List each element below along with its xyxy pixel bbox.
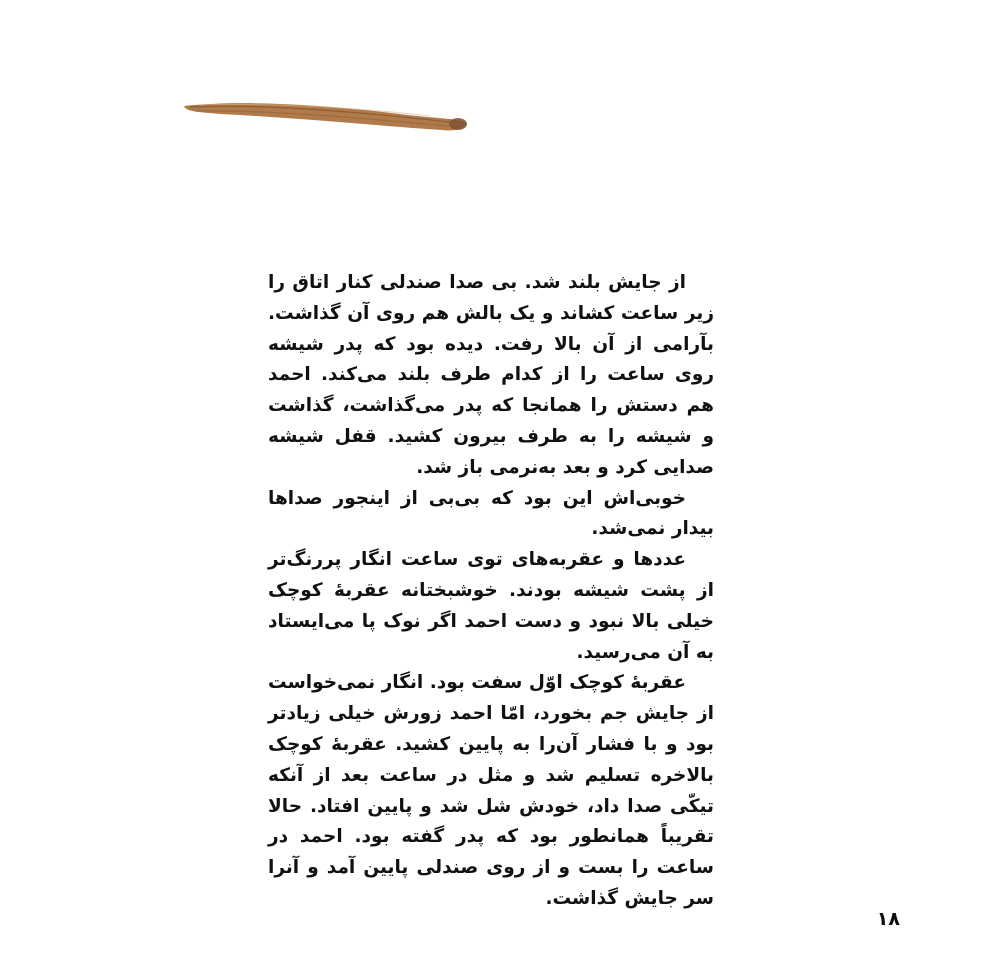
- paragraph-3: عددها و عقربه‌های توی ساعت انگار پررنگ‌تر از پشت شیشه بودند. خوشبختانه عقربهٔ کوچک خیلی بالا نبود و دست احمد اگر نوک پا می‌ایستاد به آن می‌رسید.: [268, 549, 714, 663]
- story-text: [268, 268, 714, 915]
- brush-stroke-decoration: [180, 92, 470, 134]
- paragraph-1: از جایش بلند شد. بی صدا صندلی کنار اتاق را زیر ساعت کشاند و یک بالش هم روی آن گذاشت. بآرامی از آن بالا رفت. دیده بود که پدر شیشه روی ساعت را از کدام طرف بلند می‌کند. احمد هم دستش را همانجا که پدر می‌گذاشت، گذاشت و شیشه را به طرف بیرون کشید. قفل شیشه صدایی کرد و بعد به‌نرمی باز شد.: [268, 272, 714, 478]
- paragraph-4: عقربهٔ کوچک اوّل سفت بود. انگار نمی‌خواست از جایش جم بخورد، امّا احمد زورش خیلی زیادتر بود و با فشار آن‌را به پایین کشید. عقربهٔ کوچک بالاخره تسلیم شد و مثل در ساعت بعد از آنکه تیکّی صدا داد، خودش شل شد و پایین افتاد. حالا تقریباً همانطور بود که پدر گفته بود. احمد در ساعت را بست و از روی صندلی پایین آمد و آنرا سر جایش گذاشت.: [268, 672, 714, 909]
- page-number: ۱۸: [876, 908, 900, 930]
- paragraph-2: خوبی‌اش این بود که بی‌بی از اینجور صداها بیدار نمی‌شد.: [268, 487, 714, 540]
